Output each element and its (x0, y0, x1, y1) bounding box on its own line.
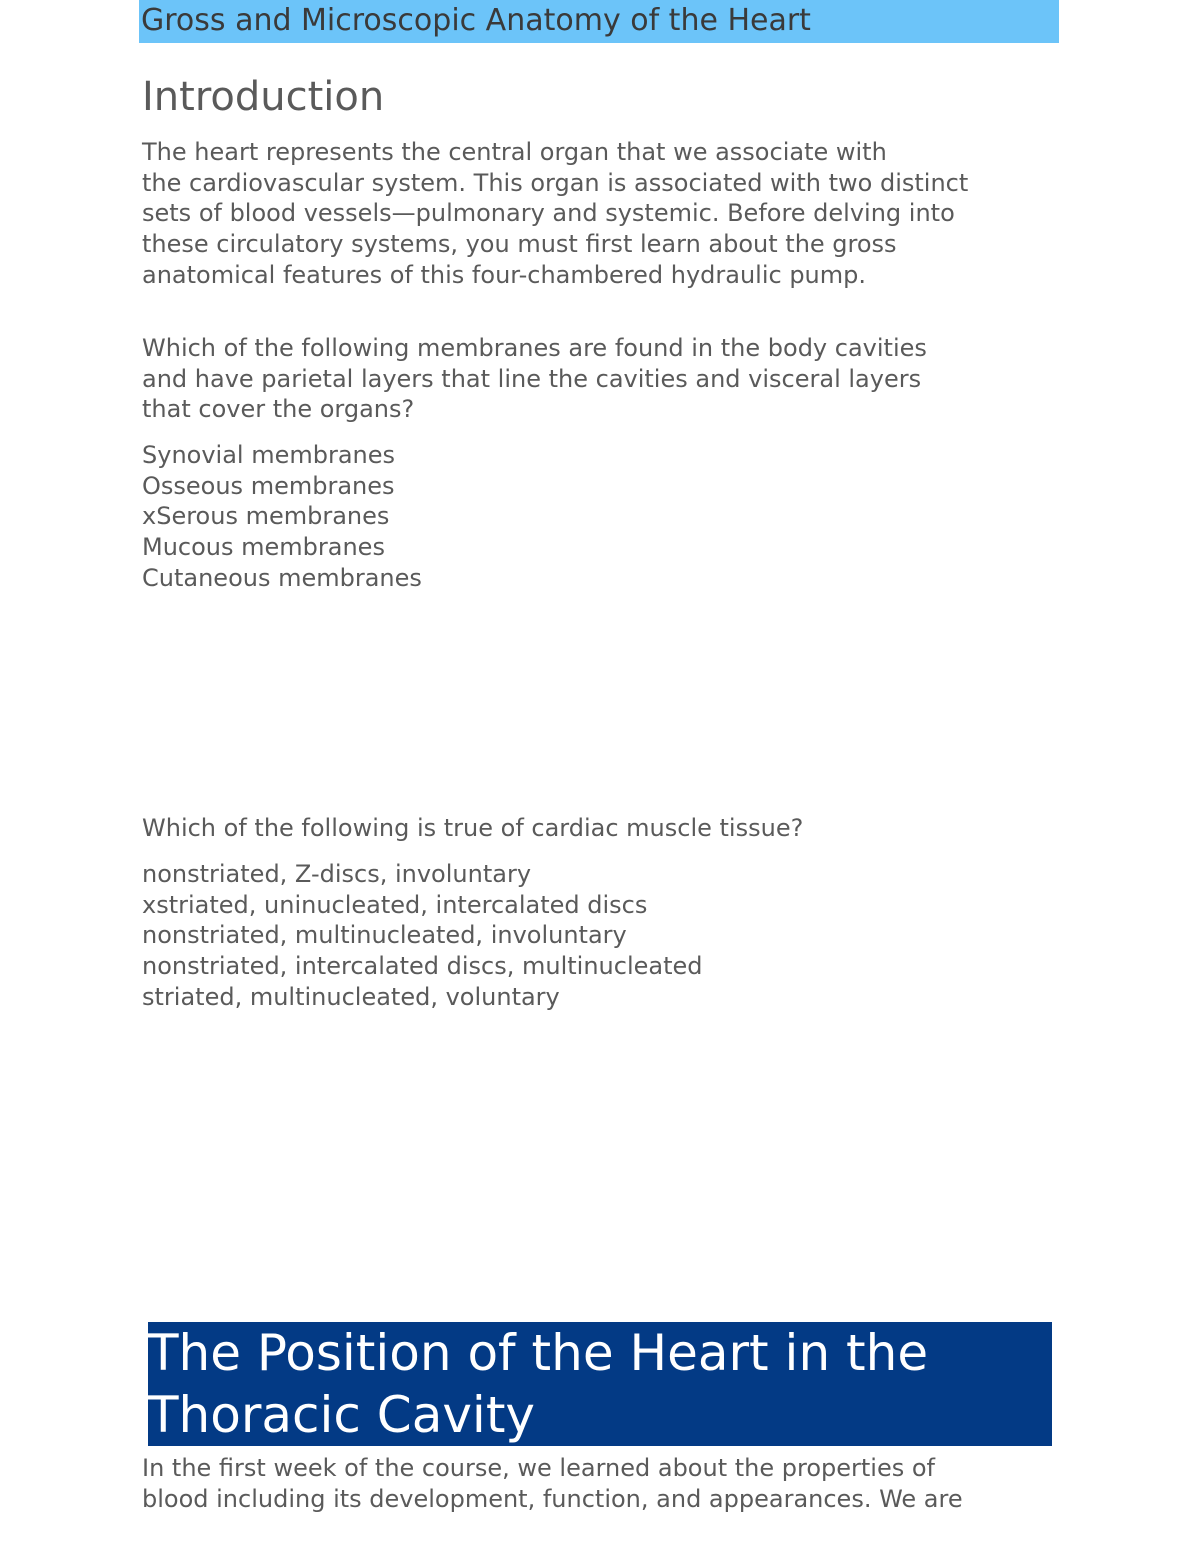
question-1-line: and have parietal layers that line the cavities and visceral layers (142, 364, 922, 393)
question-1-prompt (142, 333, 927, 425)
answer-option[interactable]: striated, multinucleated, voluntary (142, 982, 560, 1011)
answer-option[interactable]: Cutaneous membranes (142, 563, 422, 592)
answer-option[interactable]: Osseous membranes (142, 471, 395, 500)
question-2-prompt (142, 813, 803, 844)
intro-line: these circulatory systems, you must first learn about the gross (142, 230, 897, 259)
question-2-options (142, 859, 703, 1013)
intro-line: sets of blood vessels—pulmonary and systemic. Before delving into (142, 199, 955, 228)
intro-line: The heart represents the central organ that we associate with (142, 138, 887, 166)
question-2-line: Which of the following is true of cardiac muscle tissue? (142, 814, 804, 842)
question-1-line: Which of the following membranes are found in the body cavities (142, 334, 927, 362)
section-paragraph (142, 1453, 963, 1514)
intro-line: anatomical features of this four-chambered hydraulic pump. (142, 260, 867, 289)
intro-paragraph (142, 137, 968, 291)
question-1-options (142, 440, 422, 594)
section-paragraph-line: In the first week of the course, we learned about the properties of (142, 1454, 935, 1482)
answer-option[interactable]: xstriated, uninucleated, intercalated discs (142, 890, 648, 919)
answer-option[interactable]: Synovial membranes (142, 441, 396, 469)
answer-option[interactable]: nonstriated, intercalated discs, multinucleated (142, 952, 703, 981)
intro-line: the cardiovascular system. This organ is associated with two distinct (142, 168, 969, 197)
question-1-line: that cover the organs? (142, 395, 415, 424)
document-title: Gross and Microscopic Anatomy of the Heart (141, 3, 811, 38)
answer-option[interactable]: xSerous membranes (142, 502, 390, 531)
section-heading-line: Thoracic Cavity (148, 1386, 536, 1444)
section-heading (148, 1322, 928, 1446)
answer-option[interactable]: nonstriated, Z-discs, involuntary (142, 860, 532, 888)
intro-heading: Introduction (142, 74, 385, 120)
answer-option[interactable]: Mucous membranes (142, 533, 385, 562)
answer-option[interactable]: nonstriated, multinucleated, involuntary (142, 921, 627, 950)
section-heading-line: The Position of the Heart in the (148, 1324, 929, 1382)
section-paragraph-line: blood including its development, function, and appearances. We are (142, 1484, 963, 1513)
